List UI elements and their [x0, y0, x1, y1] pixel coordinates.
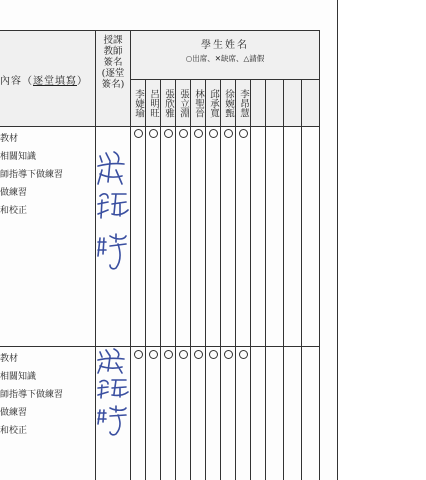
student-column-line	[283, 79, 284, 480]
attendance-present-mark	[164, 350, 173, 359]
attendance-present-mark	[194, 129, 203, 138]
student-name: 林聖晉	[193, 88, 204, 118]
student-column-line	[250, 79, 251, 480]
student-name: 張立淵	[178, 88, 189, 118]
attendance-present-mark	[149, 350, 158, 359]
student-name: 徐婉甄	[223, 88, 234, 118]
student-name: 李昂慧	[238, 88, 249, 118]
student-name: 張欣雅	[163, 88, 174, 118]
session-item: 師指導下做練習	[0, 390, 64, 400]
attendance-present-mark	[224, 129, 233, 138]
session-item: 教材	[0, 134, 19, 144]
table-right-border	[319, 30, 320, 480]
page-edge	[337, 0, 338, 480]
session-item: 和校正	[0, 206, 28, 216]
student-column-line	[220, 79, 221, 480]
attendance-present-mark	[209, 129, 218, 138]
student-name: 李婕瑜	[133, 88, 144, 118]
student-column-line	[301, 79, 302, 480]
student-column-line	[190, 79, 191, 480]
attendance-present-mark	[209, 350, 218, 359]
attendance-present-mark	[239, 350, 248, 359]
attendance-present-mark	[239, 129, 248, 138]
student-column-line	[145, 79, 146, 480]
attendance-present-mark	[164, 129, 173, 138]
student-names-title: 學生姓名	[201, 40, 249, 51]
attendance-present-mark	[134, 129, 143, 138]
student-column-line	[205, 79, 206, 480]
teacher-signature-1	[94, 150, 130, 280]
session-item: 相關知識	[0, 152, 37, 162]
attendance-legend: ○出席、✕缺席、△請假	[185, 54, 265, 63]
student-column-line	[160, 79, 161, 480]
session-item: 做練習	[0, 408, 28, 418]
session-item: 師指導下做練習	[0, 170, 64, 180]
session-item: 和校正	[0, 426, 28, 436]
attendance-present-mark	[194, 350, 203, 359]
session-item: 相關知識	[0, 372, 37, 382]
session-item: 做練習	[0, 188, 28, 198]
attendance-present-mark	[224, 350, 233, 359]
attendance-present-mark	[149, 129, 158, 138]
session-item: 教材	[0, 354, 19, 364]
student-column-line	[175, 79, 176, 480]
content-column-header: 內容（逐堂填寫）	[0, 76, 88, 87]
teacher-signature-header: 授課 教師 簽名 (逐堂 簽名)	[101, 35, 125, 90]
attendance-present-mark	[179, 129, 188, 138]
attendance-present-mark	[179, 350, 188, 359]
student-name: 呂明旺	[148, 88, 159, 118]
student-name: 邱承寬	[208, 88, 219, 118]
student-column-line	[235, 79, 236, 480]
table-top-border	[0, 30, 320, 31]
teacher-signature-2	[94, 348, 130, 440]
attendance-present-mark	[134, 350, 143, 359]
student-column-line	[265, 79, 266, 480]
